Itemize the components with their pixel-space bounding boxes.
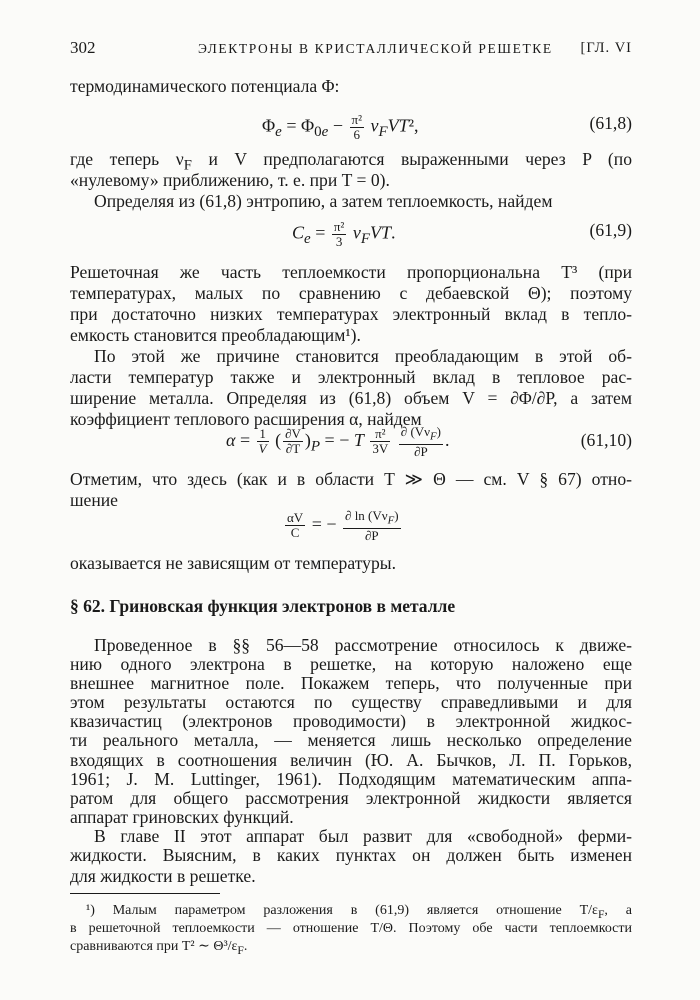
running-head [70,38,632,62]
text-line: оказывается не зависящим от температуры. [70,553,396,573]
text-line: где теперь $\nu_F$ и V предполагаются выраженными через P (по [70,149,632,174]
text-line: Определяя из (61,8) энтропию, а затем теплоемкость, найдем [94,191,553,211]
text-line: при достаточно низких температурах электронный вклад в тепло- [70,304,632,324]
text-line: шение [70,490,118,510]
equation-number: (61,10) [580,430,632,450]
text-line: Решеточная же часть теплоемкости пропорциональна T³ (при [70,262,632,282]
chapter-label: [ГЛ. VI [580,40,632,56]
running-title: ЭЛЕКТРОНЫ В КРИСТАЛЛИЧЕСКОЙ РЕШЕТКЕ [198,41,553,56]
fraction: $\frac{\partial \ln (V\nu_F)}{\partial P}$ [345,508,399,543]
text-line: В главе II этот аппарат был развит для «свободной» ферми- [94,826,632,846]
text-line: ратом для общего рассмотрения электронной жидкости является [70,788,632,808]
text-line: этом результаты остаются по существу справедливыми и для [70,692,632,712]
footnote-rule [70,893,220,894]
equation-ratio: $\frac{\alpha V}{C}$ = − $\frac{\partial \ln (V\nu_F)}{\partial P}$ [287,508,399,543]
fraction: $\frac{\text{π²}}{3V}$ [372,426,389,457]
footnote-line: сравниваются при T² ∼ $\Theta^3/\varepsilon_F$. [70,939,248,957]
text-line: ширение металла. Определяя из (61,8) объем V = ∂Φ/∂P, а затем [70,388,632,408]
fraction: $\frac{\partial (V\nu_F)}{\partial P}$ [400,424,442,459]
footnote-line: ¹) Малым параметром разложения в (61,9) является отношение $T/\varepsilon_F$, а [86,903,632,921]
text-line: «нулевому» приближению, т. е. при T = 0). [70,170,390,190]
text-line: нию одного электрона в решетке, на которую наложено еще [70,654,632,674]
equation-number: (61,9) [589,220,632,240]
text-line: внешнее магнитное поле. Покажем теперь, что полученные при [70,673,632,693]
fraction: $\frac{\partial V}{\partial T}$ [285,426,301,457]
fraction: $\frac{\text{π²}}{6}$ [351,112,362,142]
equation-number: (61,8) [589,113,632,133]
text-line: для жидкости в решетке. [70,866,256,886]
text-line: квазичастиц (электронов проводимости) в электронной жидкос- [70,711,632,731]
fraction: $\frac{1}{V}$ [258,426,267,457]
text-line: По этой же причине становится преобладающим в этой об- [94,346,632,366]
text-line: коэффициент теплового расширения α, найдем [70,409,422,429]
fraction: $\frac{\text{π²}}{3}$ [333,219,345,249]
equation-61-8: $\Phi_e = \Phi_{0e}$ − $\frac{\text{π²}}{6}$ $\nu_FVT^2$, [262,112,419,142]
page-number: 302 [70,38,96,57]
text-line: 1961; J. M. Luttinger, 1961). Подходящим математическим аппа- [70,769,632,789]
text-line: ти реального металла, — меняется лишь несколько определение [70,730,632,750]
text-line: емкость становится преобладающим¹). [70,325,361,345]
text-line: температурах, малых по сравнению с дебаевской Θ); поэтому [70,283,632,303]
text-line: термодинамического потенциала Φ: [70,76,340,96]
equation-61-10: α = $\frac{1}{V}$ ( $\frac{\partial V}{\partial T}$ )$_P$ = − T $\frac{\text{π²}}{3V}$ $\frac{\partial (V\nu_F)}{\partial P}$ . [226,424,450,459]
section-title: § 62. Гриновская функция электронов в металле [70,596,456,616]
footnote-line: в решеточной теплоемкости — отношение T/Θ. Поэтому обе части теплоемкости [70,921,632,936]
text-line: жидкости. Выясним, в каких пунктах он должен быть изменен [70,845,632,865]
text-line: Отметим, что здесь (как и в области T ≫ Θ — см. V § 67) отно- [70,469,632,489]
fraction: $\frac{\alpha V}{C}$ [287,510,304,541]
text-line: входящих в соотношения величин (Ю. А. Бычков, Л. П. Горьков, [70,750,632,770]
text-line: Проведенное в §§ 56—58 рассмотрение относилось к движе- [94,635,632,655]
text-line: ласти температур также и электронный вклад в тепловое рас- [70,367,632,387]
equation-61-9: $C_e$ = $\frac{\text{π²}}{3}$ $\nu_FVT$. [292,219,396,249]
text-line: аппарат гриновских функций. [70,807,294,827]
